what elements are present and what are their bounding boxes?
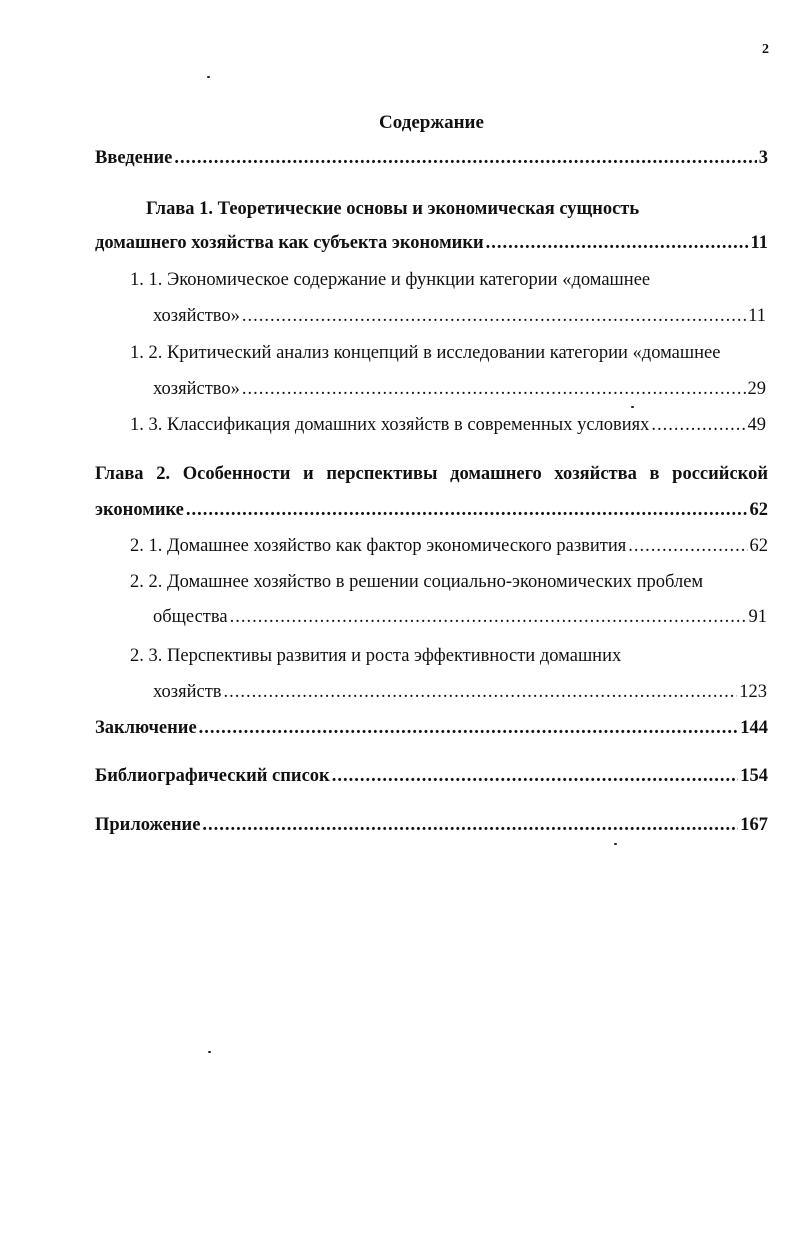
toc-entry-page: 11 bbox=[750, 233, 768, 253]
toc-leader-dots bbox=[628, 534, 747, 558]
scan-speck bbox=[614, 843, 617, 845]
toc-section-2-3 bbox=[153, 680, 767, 704]
toc-section-1-2 bbox=[153, 377, 766, 401]
scan-speck bbox=[208, 1051, 211, 1053]
toc-section-2-2-line1: 2. 2. Домашнее хозяйство в решении социально-экономических проблем bbox=[130, 572, 704, 592]
toc-entry-page: 123 bbox=[739, 682, 767, 702]
toc-entry-page: 29 bbox=[747, 379, 766, 399]
toc-section-2-2 bbox=[153, 605, 767, 629]
scan-speck bbox=[207, 76, 210, 78]
toc-entry-conclusion bbox=[95, 716, 768, 740]
toc-entry-page: 62 bbox=[749, 536, 768, 556]
toc-entry-appendix bbox=[95, 813, 768, 837]
toc-entry-bibliography bbox=[95, 764, 768, 788]
toc-entry-page: 154 bbox=[740, 766, 768, 786]
toc-section-2-1 bbox=[130, 534, 768, 558]
toc-section-1-1 bbox=[153, 304, 766, 328]
toc-entry-page: 49 bbox=[747, 415, 766, 435]
toc-chapter-2-line1: Глава 2. Особенности и перспективы домашнего хозяйства в российской bbox=[95, 464, 768, 484]
toc-entry-label: хозяйство» bbox=[153, 306, 240, 326]
toc-chapter-1-line1: Глава 1. Теоретические основы и экономическая сущность bbox=[146, 199, 640, 219]
toc-entry-label: общества bbox=[153, 607, 228, 627]
toc-leader-dots bbox=[332, 764, 739, 788]
toc-leader-dots bbox=[486, 231, 749, 255]
toc-entry-page: 167 bbox=[740, 815, 768, 835]
toc-leader-dots bbox=[186, 498, 748, 522]
toc-entry-label: хозяйств bbox=[153, 682, 222, 702]
toc-leader-dots bbox=[202, 813, 738, 837]
toc-section-2-3-line1: 2. 3. Перспективы развития и роста эффективности домашних bbox=[130, 646, 622, 666]
toc-leader-dots bbox=[199, 716, 739, 740]
page-title: Содержание bbox=[379, 112, 484, 133]
toc-leader-dots bbox=[174, 146, 756, 170]
toc-entry-label: хозяйство» bbox=[153, 379, 240, 399]
toc-entry-label: Введение bbox=[95, 148, 173, 168]
toc-entry-label: Заключение bbox=[95, 718, 197, 738]
toc-leader-dots bbox=[242, 377, 746, 401]
toc-entry-label: экономике bbox=[95, 500, 184, 520]
toc-leader-dots bbox=[651, 413, 745, 437]
toc-entry-page: 3 bbox=[758, 148, 768, 168]
toc-entry-page: 91 bbox=[748, 607, 767, 627]
toc-section-1-2-line1: 1. 2. Критический анализ концепций в исследовании категории «домашнее bbox=[130, 343, 721, 363]
toc-section-1-1-line1: 1. 1. Экономическое содержание и функции категории «домашнее bbox=[130, 270, 651, 290]
scan-speck bbox=[631, 406, 634, 408]
toc-entry-page: 144 bbox=[740, 718, 768, 738]
toc-entry-label: Библиографический список bbox=[95, 766, 330, 786]
toc-entry-label: 2. 1. Домашнее хозяйство как фактор экономического развития bbox=[130, 536, 627, 556]
toc-leader-dots bbox=[242, 304, 746, 328]
toc-leader-dots bbox=[230, 605, 747, 629]
toc-chapter-2 bbox=[95, 498, 768, 522]
toc-entry-label: домашнего хозяйства как субъекта экономики bbox=[95, 233, 484, 253]
toc-entry-page: 11 bbox=[748, 306, 766, 326]
toc-entry-label: Приложение bbox=[95, 815, 201, 835]
toc-entry-page: 62 bbox=[749, 500, 768, 520]
toc-leader-dots bbox=[224, 680, 738, 704]
toc-entry-label: 1. 3. Классификация домашних хозяйств в современных условиях bbox=[130, 415, 650, 435]
page-number: 2 bbox=[762, 42, 769, 57]
toc-entry-intro bbox=[95, 146, 768, 170]
toc-section-1-3 bbox=[130, 413, 766, 437]
toc-chapter-1 bbox=[95, 231, 768, 255]
